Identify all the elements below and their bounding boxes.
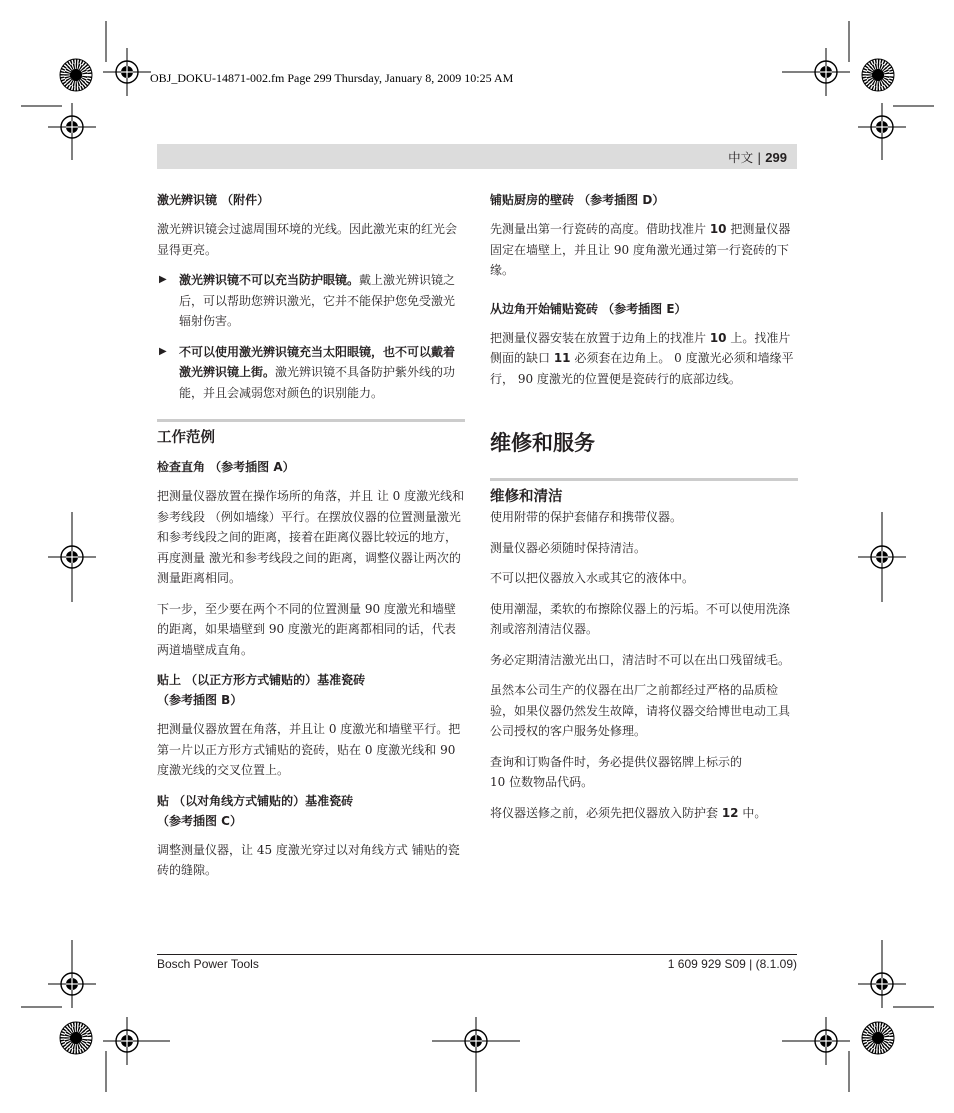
kitchen-tiles-heading: 铺贴厨房的壁砖 （参考插图 D） <box>490 193 665 207</box>
bullet-arrow-icon: ▶ <box>159 274 167 285</box>
page-number: 299 <box>765 150 787 165</box>
kitchen-tiles-text <box>490 219 798 281</box>
page-number-label <box>728 148 787 166</box>
section-divider <box>157 419 465 422</box>
text-run: 查询和订购备件时，务必提供仪器铭牌上标示的 <box>490 754 743 769</box>
file-info: OBJ_DOKU-14871-002.fm Page 299 Thursday, January 8, 2009 10:25 AM <box>150 71 514 85</box>
repair-text <box>490 803 798 824</box>
square-tile-heading <box>157 670 465 710</box>
maintenance-text: 虽然本公司生产的仪器在出厂之前都经过严格的品质检验，如果仪器仍然发生故障，请将仪器交给博世电动工具公司授权的客户服务处修理。 <box>490 683 791 738</box>
part-number: 10 <box>709 222 727 236</box>
text-run: 上。找准片侧面的缺口 <box>490 330 791 365</box>
diagonal-tile-heading <box>157 791 465 831</box>
part-number: 12 <box>721 805 739 820</box>
section-divider <box>490 478 798 481</box>
corner-tiles-text <box>490 328 798 390</box>
text-run: 先测量出第一行瓷砖的高度。借助找准片 <box>490 222 710 236</box>
warning-text: 激光辨识镜不具备防护紫外线的功能，并且会减弱您对颜色的识别能力。 <box>179 365 456 400</box>
spare-parts-text <box>490 752 798 793</box>
text-run: 将仪器送修之前，必须先把仪器放入防护套 <box>490 805 722 820</box>
warning-bold-text: 激光辨识镜不可以充当防护眼镜。 <box>179 273 360 287</box>
text-run: 必须套在边角上。 0 度激光必须和墙缘平行， 90 度激光的位置便是瓷砖行的底部边线。 <box>490 351 794 386</box>
bullet-arrow-icon: ▶ <box>159 345 167 357</box>
left-column <box>157 190 465 891</box>
maintenance-text: 不可以把仪器放入水或其它的液体中。 <box>490 571 695 585</box>
footer-brand: Bosch Power Tools <box>157 957 259 971</box>
maintenance-text: 务必定期清洁激光出口，清洁时不可以在出口残留绒毛。 <box>490 652 791 667</box>
service-heading: 维修和服务 <box>490 431 595 455</box>
heading-line: 贴 （以对角线方式铺贴的）基准瓷砖 <box>157 793 354 808</box>
heading-line: （参考插图 B） <box>157 693 243 707</box>
text-run: 把测量仪器固定在墙壁上，并且让 90 度角激光通过第一行瓷砖的下缘。 <box>490 222 791 277</box>
diagonal-tile-text: 调整测量仪器，让 45 度激光穿过以对角线方式 铺贴的瓷砖的缝隙。 <box>157 842 460 877</box>
language-label: 中文 <box>728 150 754 165</box>
text-run: 中。 <box>738 805 767 820</box>
footer-doc-number: 1 609 929 S09 | (8.1.09) <box>667 957 797 971</box>
maintenance-text: 使用附带的保护套储存和携带仪器。 <box>490 510 683 524</box>
warning-item <box>157 342 465 404</box>
heading-line: （参考插图 C） <box>157 813 242 828</box>
header-separator: | <box>757 150 762 165</box>
check-right-angle-text-1: 把测量仪器放置在操作场所的角落，并且 让 0 度激光线和参考线段 （例如墙缘）平行。在摆放仪器的位置测量激光和参考线段之间的距离，接着在距离仪器比较远的地方，再度测量 激光和参考线段之间的距离，调整仪器让两次的测量距离相同。 <box>157 489 465 585</box>
warning-item <box>157 270 465 332</box>
glasses-description: 激光辨识镜会过滤周围环境的光线。因此激光束的红光会显得更亮。 <box>157 222 458 257</box>
corner-tiles-heading: 从边角开始铺贴瓷砖 （参考插图 E） <box>490 301 687 316</box>
part-number: 11 <box>553 351 571 365</box>
check-right-angle-text-2: 下一步，至少要在两个不同的位置测量 90 度激光和墙壁的距离，如果墙壁到 90 度激光的距离都相同的话，代表两道墙壁成直角。 <box>157 601 456 657</box>
heading-line: 贴上 （以正方形方式铺贴的）基准瓷砖 <box>157 673 366 687</box>
right-column <box>490 190 798 833</box>
page-header-bar <box>157 144 797 169</box>
warning-text: 戴上激光辨识镜之后，可以帮助您辨识激光，它并不能保护您免受激光辐射伤害。 <box>179 273 456 328</box>
maintenance-heading: 维修和清洁 <box>490 489 563 505</box>
maintenance-text: 测量仪器必须随时保持清洁。 <box>490 540 647 555</box>
part-number: 10 <box>709 330 727 345</box>
laser-viewing-glasses-heading: 激光辨识镜 （附件） <box>157 193 270 207</box>
maintenance-text: 使用潮湿，柔软的布擦除仪器上的污垢。不可以使用洗涤剂或溶剂清洁仪器。 <box>490 601 791 636</box>
work-examples-heading: 工作范例 <box>157 430 215 446</box>
text-run: 10 位数物品代码。 <box>490 775 594 789</box>
check-right-angle-heading: 检查直角 （参考插图 A） <box>157 460 295 474</box>
text-run: 把测量仪器安装在放置于边角上的找准片 <box>490 330 710 345</box>
footer-rule <box>157 954 797 955</box>
warning-bold-text: 不可以使用激光辨识镜充当太阳眼镜，也不可以戴着激光辨识镜上街。 <box>179 344 456 379</box>
square-tile-text: 把测量仪器放置在角落，并且让 0 度激光和墙壁平行。把第一片以正方形方式铺贴的瓷砖，贴在 0 度激光线和 90 度激光线的交叉位置上。 <box>157 722 461 777</box>
